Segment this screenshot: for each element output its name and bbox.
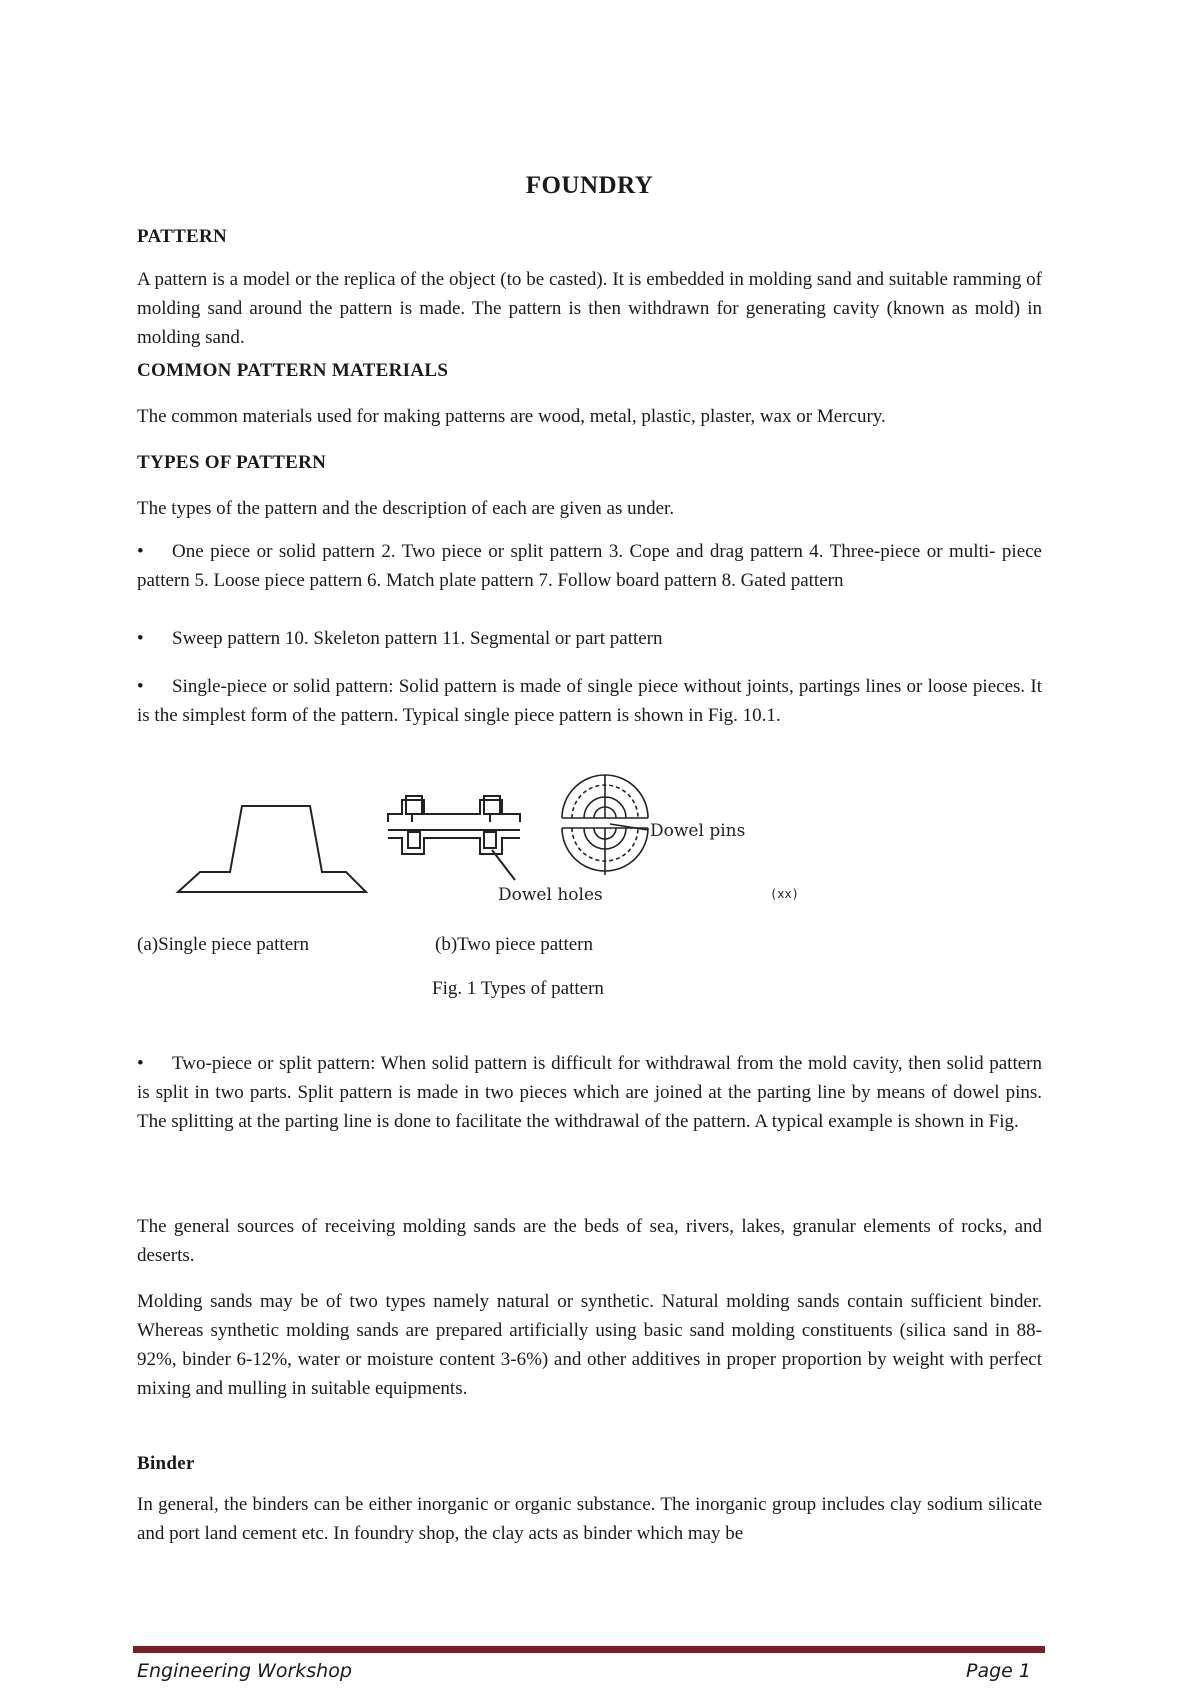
- paragraph-materials: The common materials used for making patterns are wood, metal, plastic, plaster, wax or Mercury.: [137, 406, 886, 427]
- bullet-item: [137, 624, 1042, 653]
- heading-types: TYPES OF PATTERN: [137, 452, 327, 473]
- label-dowel-pins: Dowel pins: [650, 821, 746, 841]
- bullet-text: One piece or solid pattern 2. Two piece or split pattern 3. Cope and drag pattern 4. Three-piece or multi- piece pattern 5. Loose piece pattern 6. Match plate pattern 7. Follow board pattern 8. Gated pattern: [137, 541, 1042, 591]
- bullet-item: [137, 672, 1042, 730]
- bullet-symbol: •: [137, 1053, 144, 1074]
- bullet-text: Two-piece or split pattern: When solid pattern is difficult for withdrawal from the mold cavity, then solid pattern is split in two parts. Split pattern is made in two pieces which are joined at the parting line by means of dowel pins. The splitting at the parting line is done to facilitate the withdrawal of the pattern. A typical example is shown in Fig.: [137, 1053, 1042, 1132]
- page-title: FOUNDRY: [525, 172, 654, 199]
- bullet-symbol: •: [137, 628, 144, 649]
- dowel-pin-drawing: [562, 775, 648, 875]
- paragraph-sand-types: Molding sands may be of two types namely natural or synthetic. Natural molding sands contain sufficient binder. Whereas synthetic molding sands are prepared artificially using basic sand molding constituents (silica sand in 88-92%, binder 6-12%, water or moisture content 3-6%) and other additives in proper proportion by weight with perfect mixing and mulling in suitable equipments.: [137, 1291, 1042, 1399]
- heading-pattern: PATTERN: [137, 226, 228, 247]
- caption-single-piece: (a)Single piece pattern: [137, 934, 309, 955]
- page-number: Page 1: [966, 1660, 1031, 1682]
- footer-title: Engineering Workshop: [137, 1660, 352, 1682]
- label-dowel-holes: Dowel holes: [498, 885, 603, 905]
- pattern-figure: [170, 770, 810, 910]
- bullet-symbol: •: [137, 541, 144, 562]
- heading-materials: COMMON PATTERN MATERIALS: [137, 360, 449, 381]
- caption-two-piece: (b)Two piece pattern: [435, 934, 593, 955]
- heading-binder: Binder: [137, 1453, 195, 1474]
- footer-rule: [133, 1646, 1045, 1653]
- paragraph-pattern: A pattern is a model or the replica of the object (to be casted). It is embedded in molding sand and suitable ramming of molding sand around the pattern is made. The pattern is then withdrawn for generating cavity (known as mold) in molding sand.: [137, 269, 1042, 348]
- paragraph-sand-sources: The general sources of receiving molding sands are the beds of sea, rivers, lakes, granular elements of rocks, and deserts.: [137, 1216, 1042, 1266]
- bullet-item: [137, 1049, 1042, 1136]
- bullet-symbol: •: [137, 676, 144, 697]
- bullet-text: Single-piece or solid pattern: Solid pattern is made of single piece without joints, partings lines or loose pieces. It is the simplest form of the pattern. Typical single piece pattern is shown in Fig. 10.1.: [137, 676, 1042, 726]
- label-figure-code: (xx): [770, 887, 799, 901]
- figure-caption: Fig. 1 Types of pattern: [432, 978, 604, 999]
- split-pattern-upper-drawing: [388, 796, 520, 822]
- split-pattern-lower-drawing: [388, 830, 520, 880]
- bullet-item: [137, 537, 1042, 595]
- paragraph-types-intro: The types of the pattern and the description of each are given as under.: [137, 498, 675, 519]
- bullet-text: Sweep pattern 10. Skeleton pattern 11. Segmental or part pattern: [172, 628, 663, 649]
- single-piece-pattern-drawing: [178, 806, 366, 892]
- paragraph-binder: In general, the binders can be either inorganic or organic substance. The inorganic group includes clay sodium silicate and port land cement etc. In foundry shop, the clay acts as binder which may be: [137, 1494, 1042, 1544]
